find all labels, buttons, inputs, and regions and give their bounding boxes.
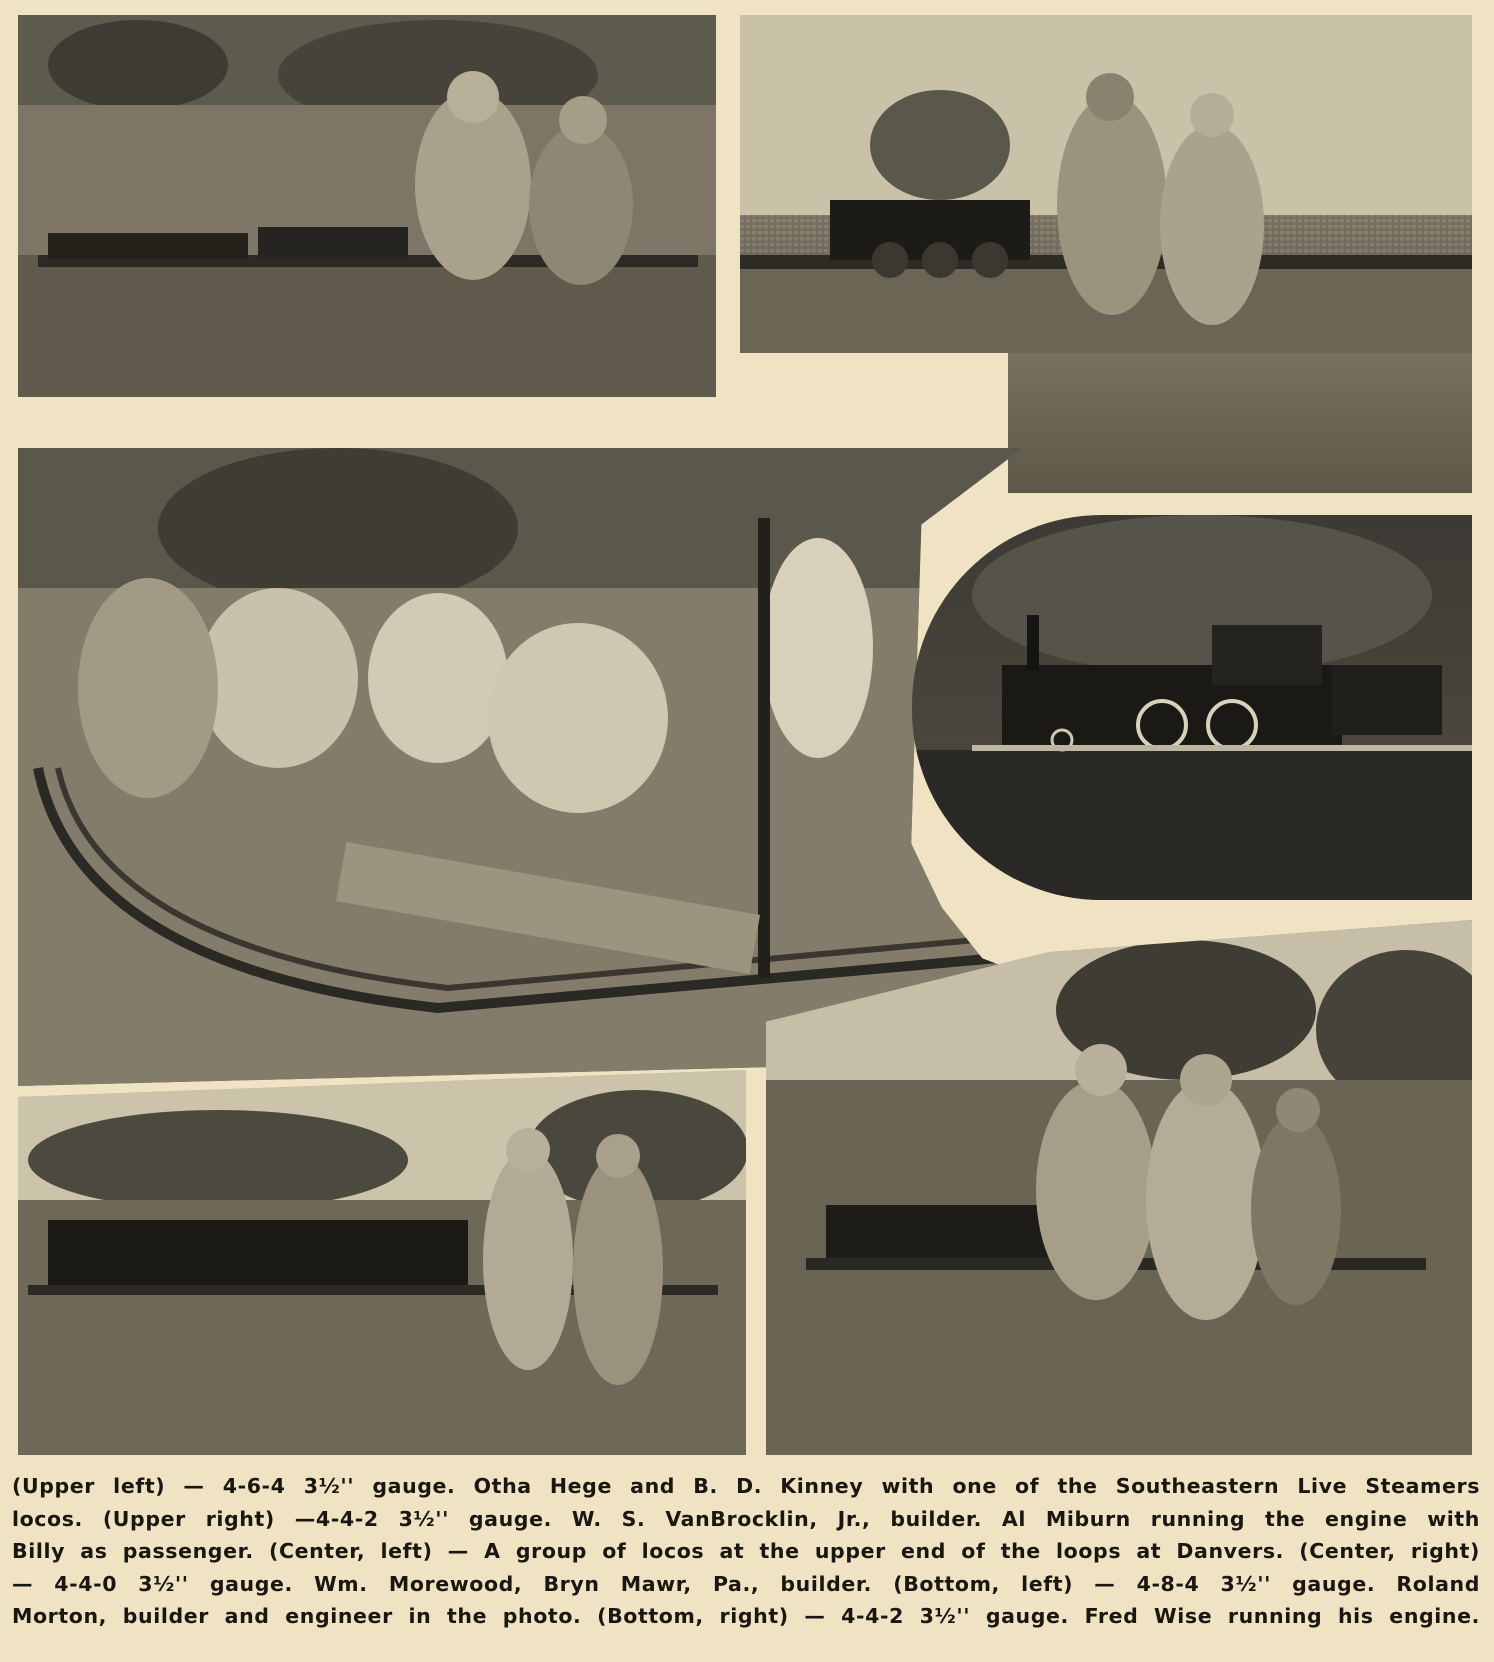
photo-bottom-right — [766, 920, 1472, 1455]
caption-line: Billy as passenger. (Center, left) — A group of locos at the upper end of the loops at Danvers. (Center, right) — [12, 1539, 1480, 1563]
photo-bottom-left-illustration — [18, 1070, 746, 1455]
caption-line: — 4-4-0 3½'' gauge. Wm. Morewood, Bryn Mawr, Pa., builder. (Bottom, left) — 4-8-4 3½'' gauge. Roland — [12, 1571, 1480, 1596]
photo-caption — [12, 1470, 1480, 1633]
photo-bottom-right-illustration — [766, 920, 1472, 1455]
caption-line: Morton, builder and engineer in the photo. (Bottom, right) — 4-4-2 3½'' gauge. Fred Wise running his engine. — [12, 1604, 1480, 1628]
photo-upper-left — [18, 15, 716, 397]
photo-bottom-left — [18, 1070, 746, 1455]
photo-center-right — [912, 515, 1472, 900]
photo-upper-right — [740, 15, 1472, 353]
photo-upper-left-illustration — [18, 15, 716, 397]
photo-center-left — [18, 448, 1033, 1086]
photo-center-right-illustration — [912, 515, 1472, 900]
caption-line: (Upper left) — 4-6-4 3½'' gauge. Otha Hege and B. D. Kinney with one of the Southeastern Live Steamers — [12, 1474, 1480, 1498]
photo-center-left-illustration — [18, 448, 1033, 1086]
photo-upper-right-grass — [1008, 353, 1472, 493]
photo-upper-right-illustration — [740, 15, 1472, 353]
caption-line: locos. (Upper right) —4-4-2 3½'' gauge. W. S. VanBrocklin, Jr., builder. Al Miburn running the engine with — [12, 1506, 1480, 1531]
